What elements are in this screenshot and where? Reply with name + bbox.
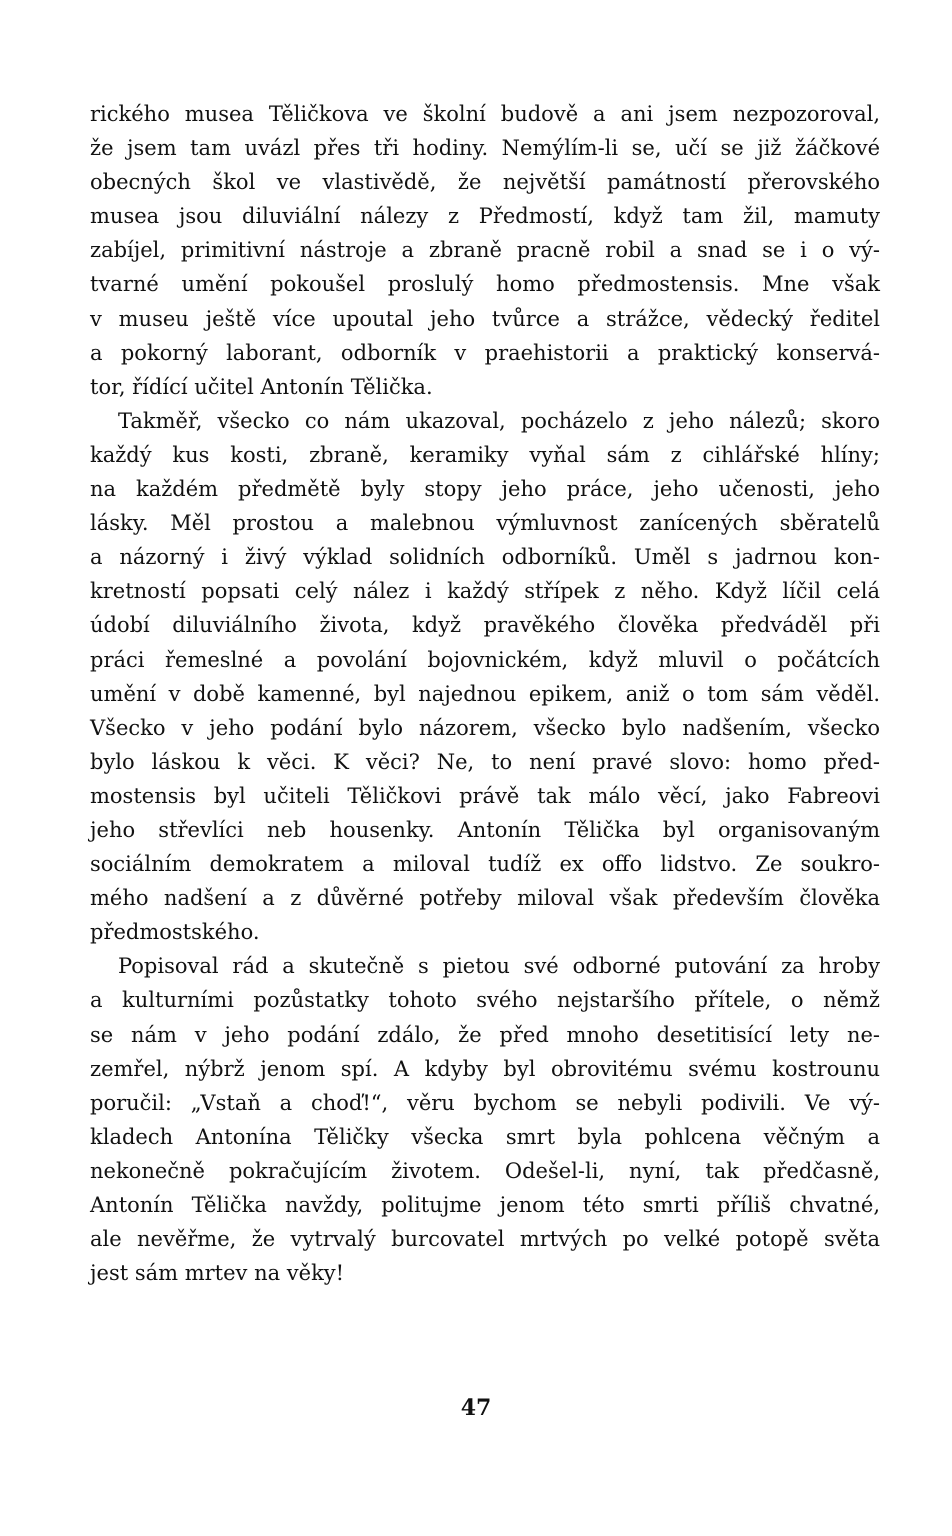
text-line: a názorný i živý výklad solidních odborníků. Uměl s jadrnou kon-	[90, 545, 880, 570]
text-line: rického musea Těličkova ve školní budově a ani jsem nezpozoroval,	[90, 102, 880, 126]
paragraph	[90, 97, 880, 404]
text-line: mého nadšení a z důvěrné potřeby miloval však především člověka	[90, 886, 880, 911]
text-line: a kulturními pozůstatky tohoto svého nejstaršího přítele, o němž	[90, 988, 880, 1013]
text-line: údobí diluviálního života, když pravěkého člověka předváděl při	[90, 613, 880, 638]
text-line: umění v době kamenné, byl najednou epikem, aniž o tom sám věděl.	[90, 681, 880, 706]
text-line: tor, řídící učitel Antonín Tělička.	[90, 374, 433, 399]
text-line: zemřel, nýbrž jenom spí. A kdyby byl obrovitému svému kostrounu	[90, 1056, 880, 1081]
text-line: Takměř, všecko co nám ukazoval, pocházelo z jeho nálezů; skoro	[118, 408, 880, 433]
text-line: bylo láskou k věci. K věci? Ne, to není pravé slovo: homo před-	[90, 749, 880, 774]
text-line: v museu ještě více upoutal jeho tvůrce a strážce, vědecký ředitel	[90, 306, 880, 331]
page-number: 47	[460, 1395, 492, 1421]
text-line: tvarné umění pokoušel proslulý homo předmostensis. Mne však	[90, 272, 880, 297]
text-line: se nám v jeho podání zdálo, že před mnoho desetitisící lety ne-	[90, 1022, 880, 1047]
text-line: musea jsou diluviální nálezy z Předmostí, když tam žil, mamuty	[90, 204, 880, 229]
body-text	[90, 97, 880, 1290]
text-line: lásky. Měl prostou a malebnou výmluvnost zanícených sběratelů	[90, 511, 880, 536]
text-line: ale nevěřme, že vytrvalý burcovatel mrtvých po velké potopě světa	[90, 1227, 880, 1252]
text-line: sociálním demokratem a miloval tudíž ex offo lidstvo. Ze soukro-	[90, 852, 880, 877]
text-line: kladech Antonína Těličky všecka smrt byla pohlcena věčným a	[90, 1124, 880, 1149]
text-line: předmostského.	[90, 920, 260, 945]
text-line: Všecko v jeho podání bylo názorem, všecko bylo nadšením, všecko	[90, 715, 880, 740]
text-line: práci řemeslné a povolání bojovnickém, když mluvil o počátcích	[90, 647, 880, 672]
text-line: a pokorný laborant, odborník v praehistorii a praktický konservá-	[90, 340, 880, 365]
text-line: jeho střevlíci neb housenky. Antonín Tělička byl organisovaným	[90, 817, 880, 842]
text-line: poručil: „Vstaň a choď!“, věru bychom se nebyli podivili. Ve vý-	[90, 1090, 880, 1115]
text-line: Antonín Tělička navždy, politujme jenom této smrti příliš chvatné,	[90, 1193, 880, 1217]
text-line: kretností popsati celý nález i každý střípek z něho. Když líčil celá	[90, 579, 880, 604]
text-line: zabíjel, primitivní nástroje a zbraně pracně robil a snad se i o vý-	[90, 238, 880, 263]
text-line: nekonečně pokračujícím životem. Odešel-li, nyní, tak předčasně,	[90, 1158, 880, 1183]
text-line: jest sám mrtev na věky!	[90, 1261, 345, 1286]
text-line: že jsem tam uvázl přes tři hodiny. Nemýlím-li se, učí se již žáčkové	[90, 136, 880, 161]
text-line: každý kus kosti, zbraně, keramiky vyňal sám z cihlářské hlíny;	[90, 442, 880, 467]
text-line: obecných škol ve vlastivědě, že největší památností přerovského	[90, 170, 880, 195]
text-line: na každém předmětě byly stopy jeho práce, jeho učenosti, jeho	[90, 477, 880, 502]
text-line: Popisoval rád a skutečně s pietou své odborné putování za hroby	[118, 954, 880, 979]
text-line: mostensis byl učiteli Těličkovi právě tak málo věcí, jako Fabreovi	[90, 783, 880, 808]
paragraph	[90, 404, 880, 950]
paragraph	[90, 949, 880, 1290]
